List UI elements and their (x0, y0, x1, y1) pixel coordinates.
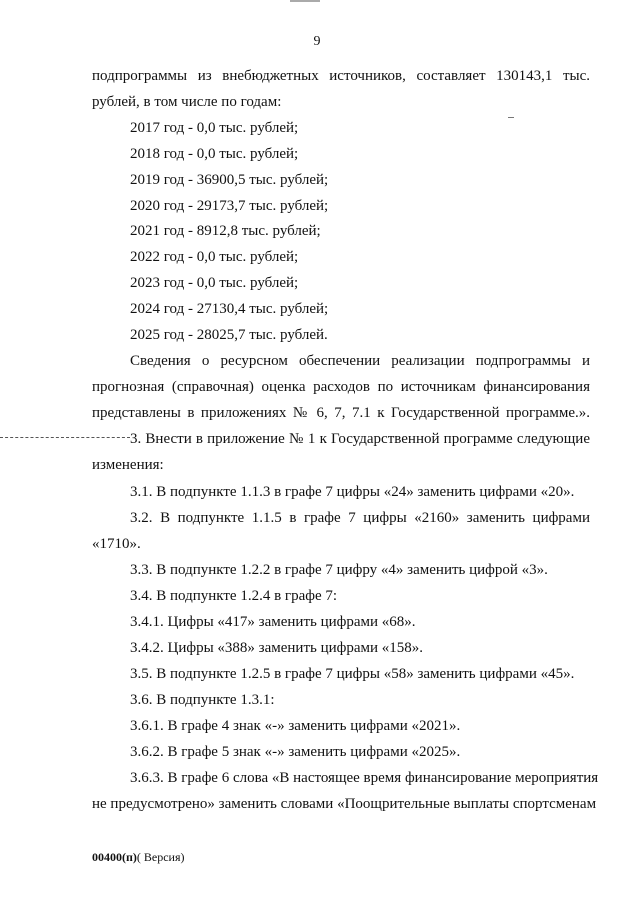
text-line: 3.4. В подпункте 1.2.4 в графе 7: (130, 588, 338, 604)
text-line: 3.5. В подпункте 1.2.5 в графе 7 цифры «58» заменить цифрами «45». (130, 666, 575, 682)
text-line: не предусмотрено» заменить словами «Поощрительные выплаты спортсменам (92, 796, 597, 812)
text-line: изменения: (92, 457, 164, 473)
text-line: «1710». (92, 536, 141, 552)
text-line: 2023 год - 0,0 тыс. рублей; (130, 275, 299, 291)
text-line: 3.4.1. Цифры «417» заменить цифрами «68». (130, 614, 416, 630)
text-line: 3.6.2. В графе 5 знак «-» заменить цифрами «2025». (130, 744, 461, 760)
text-line: 3.2. В подпункте 1.1.5 в графе 7 цифры «2160» заменить цифрами (130, 510, 590, 526)
text-line: прогнозная (справочная) оценка расходов по источникам финансирования (92, 379, 590, 395)
text-line: 2021 год - 8912,8 тыс. рублей; (130, 223, 321, 239)
text-line: 2022 год - 0,0 тыс. рублей; (130, 249, 299, 265)
text-line: 2018 год - 0,0 тыс. рублей; (130, 146, 299, 162)
strike-rule (0, 437, 130, 438)
text-line: 2017 год - 0,0 тыс. рублей; (130, 120, 299, 136)
page-number: 9 (313, 34, 321, 49)
text-line: Сведения о ресурсном обеспечении реализации подпрограммы и (130, 353, 590, 369)
scan-mark (290, 0, 320, 2)
text-line: 2025 год - 28025,7 тыс. рублей. (130, 327, 328, 343)
text-line: 3.6.3. В графе 6 слова «В настоящее время финансирование мероприятия (130, 770, 599, 786)
text-line: 3.1. В подпункте 1.1.3 в графе 7 цифры «24» заменить цифрами «20». (130, 484, 575, 500)
text-line: 3. Внести в приложение № 1 к Государственной программе следующие (130, 431, 590, 447)
text-line: 2020 год - 29173,7 тыс. рублей; (130, 198, 329, 214)
text-line: подпрограммы из внебюджетных источников, составляет 130143,1 тыс. (92, 68, 590, 84)
text-line: 2024 год - 27130,4 тыс. рублей; (130, 301, 329, 317)
text-line: 2019 год - 36900,5 тыс. рублей; (130, 172, 329, 188)
text-line: 3.3. В подпункте 1.2.2 в графе 7 цифру «4» заменить цифрой «3». (130, 562, 548, 578)
scan-mark (508, 117, 514, 118)
text-line: 3.4.2. Цифры «388» заменить цифрами «158». (130, 640, 424, 656)
text-line: 3.6. В подпункте 1.3.1: (130, 692, 275, 708)
text-line: рублей, в том числе по годам: (92, 94, 282, 110)
text-line: 3.6.1. В графе 4 знак «-» заменить цифрами «2021». (130, 718, 461, 734)
document-version: ( Версия) (136, 850, 185, 864)
document-code: 00400(п) (92, 850, 137, 864)
document-footer (92, 850, 185, 865)
text-line: представлены в приложениях № 6, 7, 7.1 к Государственной программе.». (92, 405, 590, 421)
